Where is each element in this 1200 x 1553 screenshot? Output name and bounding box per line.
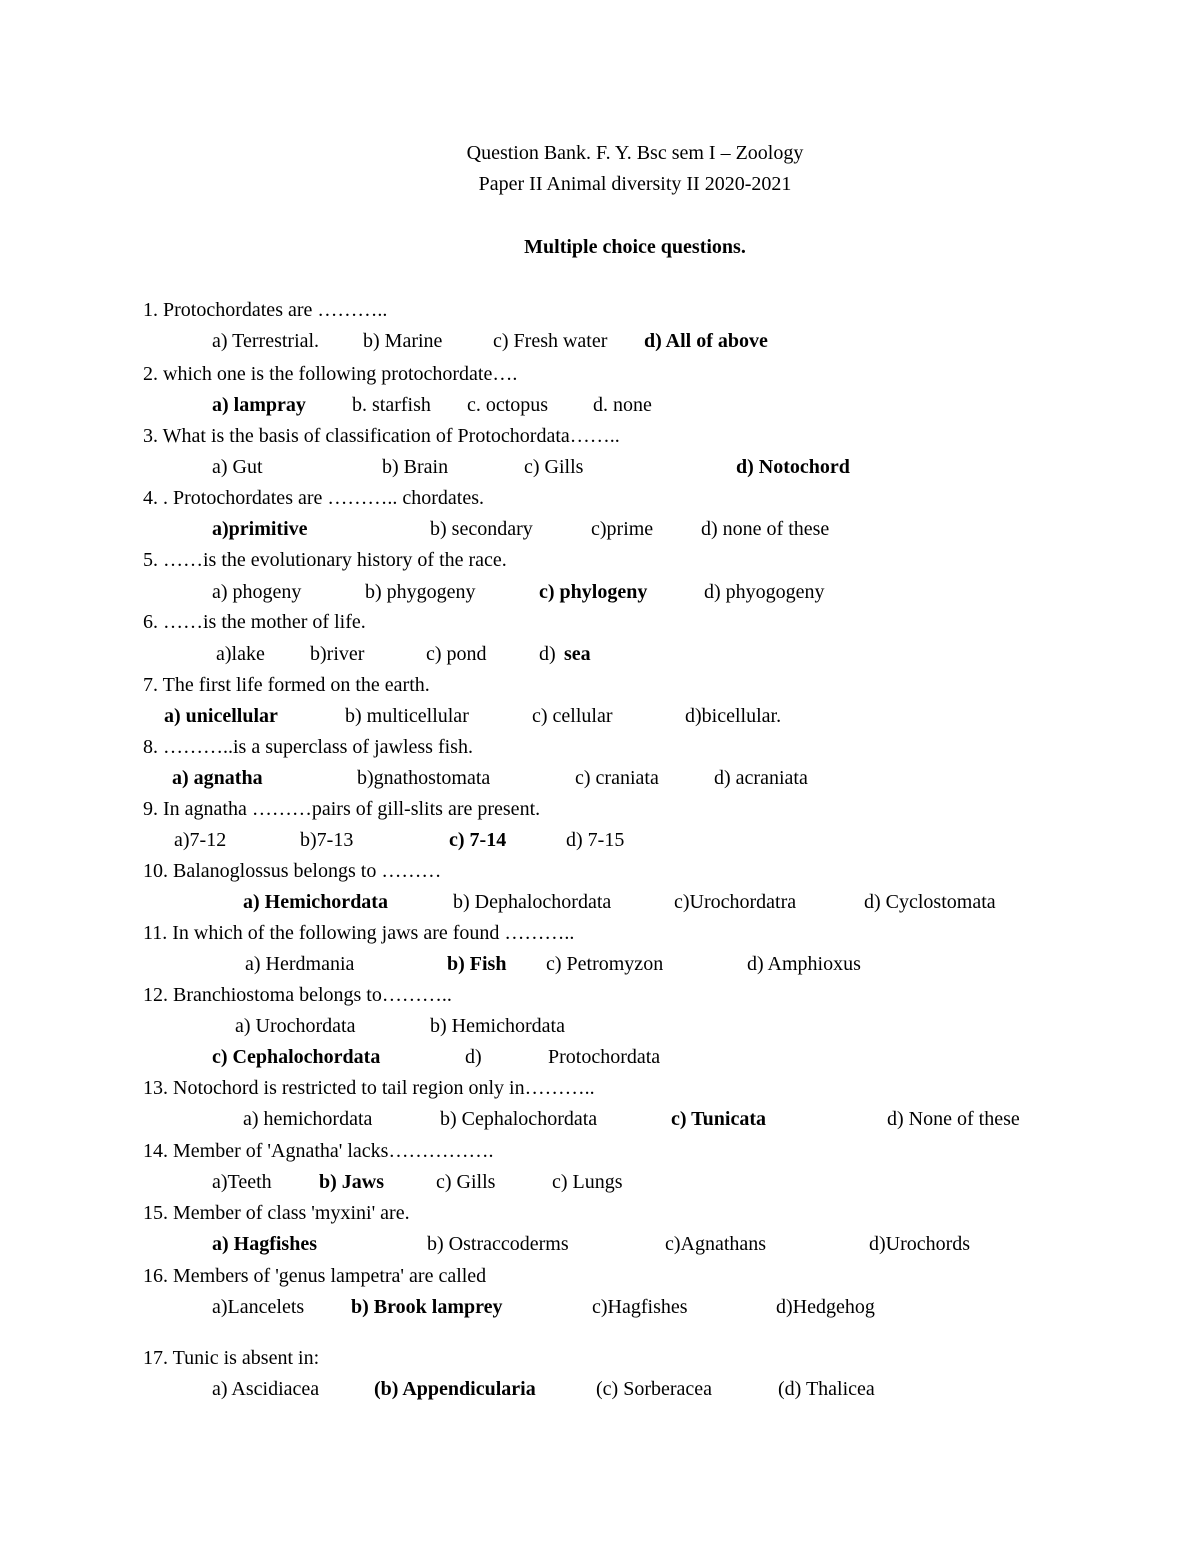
option-a-answer: a)primitive [212,518,308,540]
question-14: 14. Member of 'Agnatha' lacks……………. [143,1140,494,1162]
option-d: d)Hedgehog [776,1296,875,1318]
option-a: a)Teeth [212,1171,272,1193]
question-16: 16. Members of 'genus lampetra' are called [143,1265,487,1287]
option-c: (c) Sorberacea [596,1378,713,1400]
option-d: d) Cyclostomata [864,891,996,913]
question-9: 9. In agnatha ………pairs of gill-slits are present. [143,798,541,820]
option-d: d)bicellular. [685,705,782,727]
option-c-answer: c) Tunicata [671,1108,767,1130]
question-1: 1. Protochordates are ……….. [143,299,388,321]
question-5: 5. ……is the evolutionary history of the race. [143,549,507,571]
option-b: b)river [310,643,365,665]
question-6: 6. ……is the mother of life. [143,611,366,633]
option-a: a)lake [216,643,265,665]
option-b: b) Ostraccoderms [427,1233,569,1255]
document-title: Question Bank. F. Y. Bsc sem I – Zoology [466,142,804,164]
option-b: b) multicellular [345,705,469,727]
option-d: d) phyogogeny [704,581,825,603]
option-a: a) Ascidiacea [212,1378,320,1400]
option-a: a) Terrestrial. [212,330,320,352]
option-c: c)Hagfishes [592,1296,688,1318]
option-b: b)gnathostomata [357,767,491,789]
option-d-answer: d) Notochord [736,456,850,478]
option-a-answer: a) Hagfishes [212,1233,317,1255]
option-a: a) Gut [212,456,263,478]
question-10: 10. Balanoglossus belongs to ……… [143,860,442,882]
option-a: a) Urochordata [235,1015,356,1037]
question-12: 12. Branchiostoma belongs to……….. [143,984,452,1006]
section-heading: Multiple choice questions. [524,236,746,258]
option-c-answer: c) 7-14 [449,829,507,851]
option-d: d)Urochords [869,1233,971,1255]
option-b: b) Cephalochordata [440,1108,598,1130]
question-15: 15. Member of class 'myxini' are. [143,1202,410,1224]
document-subtitle: Paper II Animal diversity II 2020-2021 [478,173,792,195]
option-c: c) craniata [575,767,659,789]
option-d: d) none of these [701,518,830,540]
question-2: 2. which one is the following protochordate…. [143,363,518,385]
option-b: b. starfish [352,394,431,416]
option-c-second: c) Lungs [552,1171,623,1193]
option-b: b)7-13 [300,829,354,851]
question-7: 7. The first life formed on the earth. [143,674,430,696]
option-a: a)Lancelets [212,1296,305,1318]
option-b: b) Marine [363,330,443,352]
option-b: b) secondary [430,518,533,540]
option-b: b) Brain [382,456,449,478]
option-a-answer: a) lampray [212,394,306,416]
option-a: a)7-12 [174,829,227,851]
option-b: b) phygogeny [365,581,476,603]
option-d: d) acraniata [714,767,808,789]
option-c: c) Petromyzon [546,953,664,975]
option-d-answer: d) All of above [644,330,768,352]
option-b-answer: b) Fish [447,953,507,975]
option-d: d. none [593,394,652,416]
option-b: b) Dephalochordata [453,891,612,913]
option-c: c)prime [591,518,654,540]
option-a: a) hemichordata [243,1108,373,1130]
option-b-answer: b) Brook lamprey [351,1296,503,1318]
option-a: a) phogeny [212,581,302,603]
option-b-answer: b) Jaws [319,1171,385,1193]
question-3: 3. What is the basis of classification of Protochordata…….. [143,425,620,447]
option-d: (d) Thalicea [778,1378,875,1400]
option-c-answer: c) phylogeny [539,581,648,603]
option-c: c) pond [426,643,487,665]
option-a-answer: a) unicellular [164,705,278,727]
option-c: c)Urochordatra [674,891,797,913]
option-d-answer: sea [564,643,591,665]
option-c: c) Gills [436,1171,496,1193]
option-d: d) 7-15 [566,829,625,851]
question-17: 17. Tunic is absent in: [143,1347,320,1369]
option-c: c) Fresh water [493,330,608,352]
option-c: c. octopus [467,394,549,416]
option-a-answer: a) agnatha [172,767,263,789]
option-d-text: Protochordata [548,1046,661,1068]
option-b: b) Hemichordata [430,1015,565,1037]
option-c: c)Agnathans [665,1233,767,1255]
option-a: a) Herdmania [245,953,355,975]
question-8: 8. ………..is a superclass of jawless fish. [143,736,473,758]
option-a-answer: a) Hemichordata [243,891,388,913]
option-b-answer: (b) Appendicularia [374,1378,536,1400]
option-d-label: d) [539,643,556,665]
option-c-answer: c) Cephalochordata [212,1046,381,1068]
option-d: d) Amphioxus [747,953,861,975]
option-c: c) cellular [532,705,613,727]
option-c: c) Gills [524,456,584,478]
option-d: d) None of these [887,1108,1020,1130]
question-4: 4. . Protochordates are ……….. chordates. [143,487,485,509]
question-13: 13. Notochord is restricted to tail region only in……….. [143,1077,595,1099]
option-d-label: d) [465,1046,482,1068]
question-11: 11. In which of the following jaws are found ……….. [143,922,575,944]
